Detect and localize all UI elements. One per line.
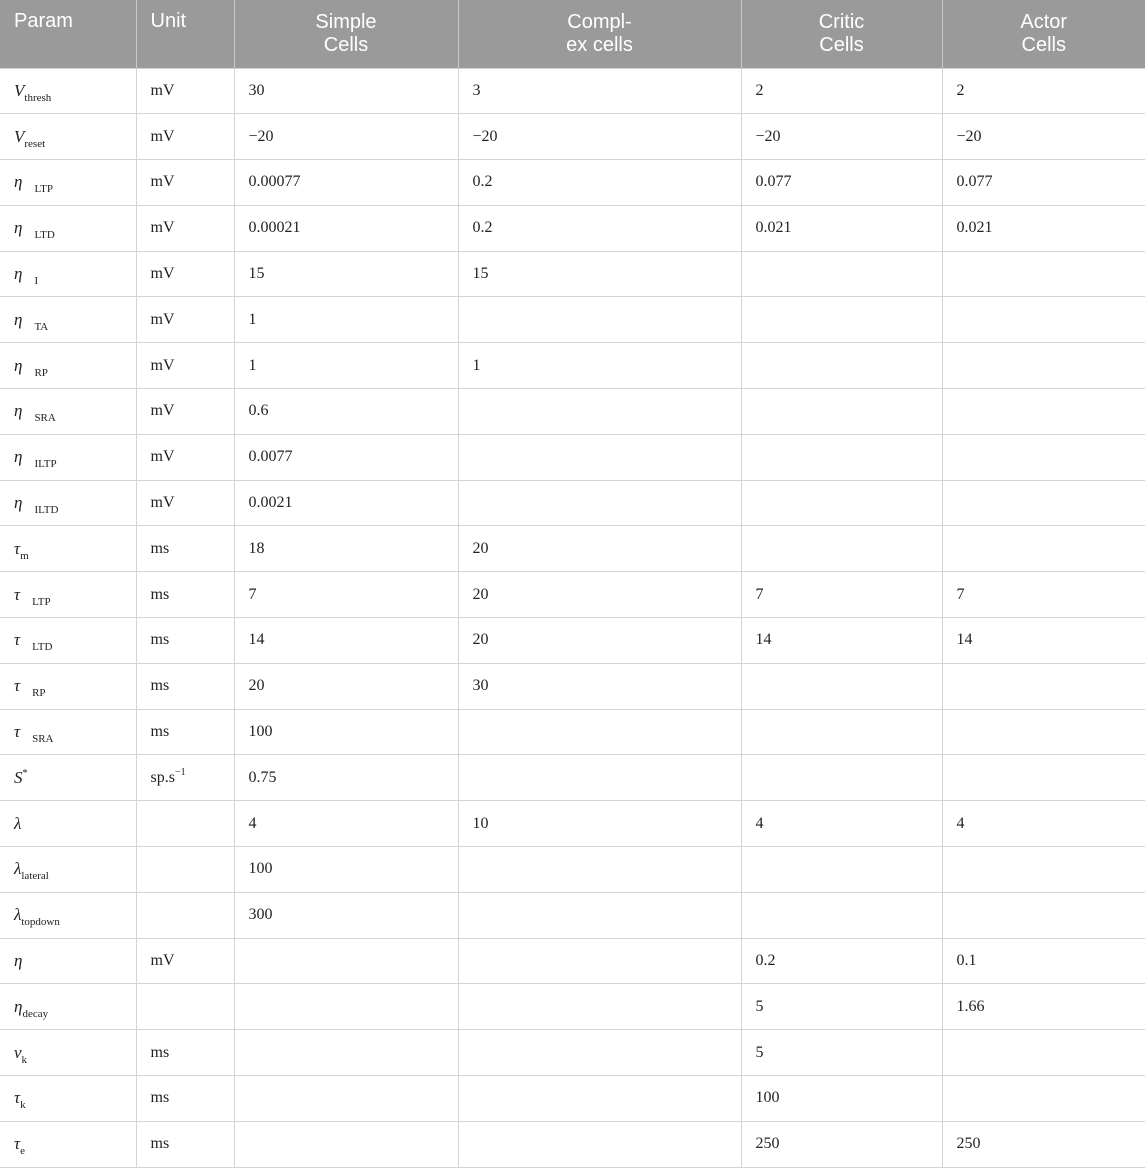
unit-superscript: −1	[174, 766, 186, 778]
table-row	[0, 68, 1145, 114]
simple-cells-value: 300	[234, 892, 458, 938]
critic-cells-value	[741, 297, 942, 343]
unit-cell	[136, 663, 234, 709]
table-row	[0, 251, 1145, 297]
param-cell	[0, 938, 136, 984]
param-cell	[0, 984, 136, 1030]
param-symbol: η	[14, 309, 23, 329]
unit-text: ms	[150, 631, 170, 649]
complex-cells-value: −20	[458, 114, 741, 160]
complex-cells-value	[458, 709, 741, 755]
unit-cell	[136, 618, 234, 664]
complex-cells-value	[458, 755, 741, 801]
complex-cells-value: 20	[458, 526, 741, 572]
unit-cell	[136, 205, 234, 251]
unit-cell	[136, 755, 234, 801]
actor-cells-value	[942, 847, 1145, 893]
unit-cell	[136, 68, 234, 114]
param-subscript: LTP	[34, 183, 53, 196]
unit-cell	[136, 709, 234, 755]
param-subscript: I	[34, 275, 39, 288]
critic-cells-value	[741, 480, 942, 526]
param-symbol: τ	[14, 722, 21, 742]
critic-cells-value: 14	[741, 618, 942, 664]
param-symbol: τ	[14, 584, 21, 604]
unit-text: ms	[150, 539, 170, 557]
simple-cells-value: 20	[234, 663, 458, 709]
critic-cells-value	[741, 251, 942, 297]
actor-cells-value	[942, 709, 1145, 755]
param-cell	[0, 68, 136, 114]
simple-cells-value	[234, 1076, 458, 1122]
simple-cells-value	[234, 1030, 458, 1076]
actor-cells-value	[942, 389, 1145, 435]
simple-cells-value	[234, 1121, 458, 1167]
actor-cells-value: 250	[942, 1121, 1145, 1167]
param-subscript: LTD	[34, 229, 55, 242]
complex-cells-value	[458, 1076, 741, 1122]
complex-cells-value	[458, 389, 741, 435]
unit-text: mV	[150, 448, 175, 466]
param-subscript: decay	[22, 1007, 49, 1020]
critic-cells-value: 100	[741, 1076, 942, 1122]
param-subscript: LTP	[32, 595, 51, 608]
unit-cell	[136, 984, 234, 1030]
table-row	[0, 801, 1145, 847]
param-subscript: m	[20, 549, 29, 562]
table-row	[0, 389, 1145, 435]
table-row	[0, 984, 1145, 1030]
param-subscript: TA	[34, 320, 49, 333]
param-symbol: τ	[14, 676, 21, 696]
param-symbol: η	[14, 355, 23, 375]
param-symbol: η	[14, 218, 23, 238]
simple-cells-value: 0.6	[234, 389, 458, 435]
simple-cells-value: 100	[234, 709, 458, 755]
unit-text: mV	[150, 219, 175, 237]
simple-cells-value: 0.00077	[234, 160, 458, 206]
actor-cells-value: 0.1	[942, 938, 1145, 984]
actor-cells-value	[942, 343, 1145, 389]
actor-cells-value: 2	[942, 68, 1145, 114]
complex-cells-value: 0.2	[458, 205, 741, 251]
unit-cell	[136, 526, 234, 572]
simple-cells-value: 0.0077	[234, 434, 458, 480]
param-cell	[0, 297, 136, 343]
unit-cell	[136, 847, 234, 893]
param-cell	[0, 801, 136, 847]
complex-cells-value: 15	[458, 251, 741, 297]
simple-cells-value: 18	[234, 526, 458, 572]
table-row	[0, 114, 1145, 160]
param-cell	[0, 1076, 136, 1122]
param-symbol: τ	[14, 630, 21, 650]
critic-cells-value	[741, 663, 942, 709]
table-row	[0, 434, 1145, 480]
critic-cells-value	[741, 343, 942, 389]
param-subscript: lateral	[21, 870, 49, 883]
param-subscript: LTD	[32, 641, 53, 654]
simple-cells-value: 4	[234, 801, 458, 847]
param-subscript: SRA	[34, 412, 56, 425]
param-subscript: k	[20, 1099, 26, 1112]
table-row	[0, 205, 1145, 251]
param-cell	[0, 663, 136, 709]
header-unit: Unit	[136, 0, 234, 68]
critic-cells-value: 7	[741, 572, 942, 618]
actor-cells-value	[942, 892, 1145, 938]
param-subscript: thresh	[24, 91, 52, 104]
table-row	[0, 709, 1145, 755]
param-cell	[0, 114, 136, 160]
unit-text: ms	[150, 585, 170, 603]
critic-cells-value: 5	[741, 1030, 942, 1076]
unit-cell	[136, 572, 234, 618]
header-complex-cells: Compl- ex cells	[458, 0, 741, 68]
param-subscript: ILTP	[34, 458, 57, 471]
unit-text: mV	[150, 952, 175, 970]
complex-cells-value	[458, 984, 741, 1030]
unit-text: mV	[150, 173, 175, 191]
unit-text: mV	[150, 265, 175, 283]
unit-text: mV	[150, 402, 175, 420]
complex-cells-value: 1	[458, 343, 741, 389]
complex-cells-value: 10	[458, 801, 741, 847]
simple-cells-value	[234, 938, 458, 984]
simple-cells-value: 14	[234, 618, 458, 664]
param-subscript: topdown	[21, 916, 60, 929]
critic-cells-value: 0.2	[741, 938, 942, 984]
critic-cells-value: −20	[741, 114, 942, 160]
param-cell	[0, 847, 136, 893]
param-cell	[0, 618, 136, 664]
param-symbol: τ	[14, 538, 21, 558]
unit-text: ms	[150, 1043, 170, 1061]
header-row	[0, 0, 1145, 68]
param-cell	[0, 343, 136, 389]
param-cell	[0, 755, 136, 801]
table-row	[0, 618, 1145, 664]
complex-cells-value: 3	[458, 68, 741, 114]
critic-cells-value	[741, 434, 942, 480]
unit-cell	[136, 343, 234, 389]
param-cell	[0, 1030, 136, 1076]
actor-cells-value	[942, 297, 1145, 343]
table-row	[0, 663, 1145, 709]
param-cell	[0, 251, 136, 297]
unit-text: ms	[150, 723, 170, 741]
param-symbol: η	[14, 447, 23, 467]
param-cell	[0, 526, 136, 572]
critic-cells-value: 5	[741, 984, 942, 1030]
param-symbol: η	[14, 172, 23, 192]
simple-cells-value: −20	[234, 114, 458, 160]
param-symbol: η	[14, 401, 23, 421]
table-row	[0, 572, 1145, 618]
actor-cells-value	[942, 251, 1145, 297]
actor-cells-value	[942, 1076, 1145, 1122]
param-cell	[0, 434, 136, 480]
unit-cell	[136, 480, 234, 526]
param-symbol: λ	[14, 905, 22, 925]
actor-cells-value: −20	[942, 114, 1145, 160]
table-row	[0, 1030, 1145, 1076]
unit-text: sp.s	[150, 768, 175, 786]
unit-text: mV	[150, 494, 175, 512]
unit-text: mV	[150, 127, 175, 145]
unit-cell	[136, 114, 234, 160]
complex-cells-value	[458, 480, 741, 526]
simple-cells-value: 0.0021	[234, 480, 458, 526]
table-row	[0, 755, 1145, 801]
complex-cells-value: 0.2	[458, 160, 741, 206]
param-subscript: e	[20, 1145, 25, 1158]
unit-cell	[136, 251, 234, 297]
critic-cells-value	[741, 755, 942, 801]
complex-cells-value: 20	[458, 618, 741, 664]
param-symbol: V	[14, 80, 25, 100]
table-row	[0, 297, 1145, 343]
simple-cells-value: 0.75	[234, 755, 458, 801]
table-row	[0, 847, 1145, 893]
param-symbol: τ	[14, 1134, 21, 1154]
unit-cell	[136, 297, 234, 343]
header-param: Param	[0, 0, 136, 68]
simple-cells-value: 30	[234, 68, 458, 114]
unit-cell	[136, 801, 234, 847]
param-subscript: SRA	[32, 733, 54, 746]
param-symbol: τ	[14, 1088, 21, 1108]
table-row	[0, 1076, 1145, 1122]
actor-cells-value	[942, 663, 1145, 709]
header-actor-cells: Actor Cells	[942, 0, 1145, 68]
param-symbol: η	[14, 951, 23, 971]
param-symbol: V	[14, 126, 25, 146]
critic-cells-value: 4	[741, 801, 942, 847]
actor-cells-value: 4	[942, 801, 1145, 847]
complex-cells-value	[458, 938, 741, 984]
param-cell	[0, 709, 136, 755]
param-cell	[0, 160, 136, 206]
critic-cells-value	[741, 709, 942, 755]
unit-text: mV	[150, 310, 175, 328]
param-symbol: S	[14, 767, 23, 787]
critic-cells-value: 250	[741, 1121, 942, 1167]
complex-cells-value	[458, 892, 741, 938]
simple-cells-value: 0.00021	[234, 205, 458, 251]
param-cell	[0, 1121, 136, 1167]
param-symbol: ν	[14, 1042, 22, 1062]
unit-text: mV	[150, 356, 175, 374]
simple-cells-value: 1	[234, 343, 458, 389]
table-body	[0, 68, 1145, 1167]
complex-cells-value	[458, 847, 741, 893]
simple-cells-value: 100	[234, 847, 458, 893]
complex-cells-value: 20	[458, 572, 741, 618]
param-symbol: η	[14, 996, 23, 1016]
param-subscript: reset	[24, 137, 46, 150]
actor-cells-value: 1.66	[942, 984, 1145, 1030]
param-cell	[0, 892, 136, 938]
unit-text: ms	[150, 1089, 170, 1107]
table-row	[0, 938, 1145, 984]
critic-cells-value	[741, 847, 942, 893]
unit-cell	[136, 1121, 234, 1167]
complex-cells-value: 30	[458, 663, 741, 709]
actor-cells-value	[942, 526, 1145, 572]
unit-cell	[136, 892, 234, 938]
param-subscript: RP	[32, 687, 46, 700]
critic-cells-value	[741, 892, 942, 938]
actor-cells-value: 0.021	[942, 205, 1145, 251]
unit-cell	[136, 160, 234, 206]
simple-cells-value: 1	[234, 297, 458, 343]
param-subscript: k	[21, 1053, 28, 1066]
table-row	[0, 526, 1145, 572]
unit-cell	[136, 434, 234, 480]
table-row	[0, 343, 1145, 389]
unit-cell	[136, 1076, 234, 1122]
simple-cells-value	[234, 984, 458, 1030]
param-cell	[0, 572, 136, 618]
complex-cells-value	[458, 1030, 741, 1076]
simple-cells-value: 15	[234, 251, 458, 297]
critic-cells-value: 0.021	[741, 205, 942, 251]
table-row	[0, 480, 1145, 526]
header-critic-cells: Critic Cells	[741, 0, 942, 68]
unit-cell	[136, 938, 234, 984]
actor-cells-value: 0.077	[942, 160, 1145, 206]
param-symbol: η	[14, 493, 23, 513]
actor-cells-value	[942, 434, 1145, 480]
table-row	[0, 1121, 1145, 1167]
param-superscript: *	[22, 767, 28, 779]
param-subscript: RP	[34, 366, 48, 379]
param-cell	[0, 205, 136, 251]
complex-cells-value	[458, 434, 741, 480]
param-symbol: λ	[14, 859, 22, 879]
complex-cells-value	[458, 1121, 741, 1167]
table-row	[0, 160, 1145, 206]
param-symbol: λ	[14, 813, 22, 833]
param-subscript: ILTD	[34, 504, 59, 517]
actor-cells-value: 14	[942, 618, 1145, 664]
critic-cells-value: 0.077	[741, 160, 942, 206]
unit-text: mV	[150, 81, 175, 99]
simple-cells-value: 7	[234, 572, 458, 618]
param-symbol: η	[14, 264, 23, 284]
param-cell	[0, 480, 136, 526]
actor-cells-value	[942, 1030, 1145, 1076]
param-cell	[0, 389, 136, 435]
table-row	[0, 892, 1145, 938]
actor-cells-value	[942, 480, 1145, 526]
critic-cells-value: 2	[741, 68, 942, 114]
actor-cells-value	[942, 755, 1145, 801]
complex-cells-value	[458, 297, 741, 343]
unit-cell	[136, 1030, 234, 1076]
critic-cells-value	[741, 389, 942, 435]
header-simple-cells: Simple Cells	[234, 0, 458, 68]
unit-cell	[136, 389, 234, 435]
actor-cells-value: 7	[942, 572, 1145, 618]
unit-text: ms	[150, 677, 170, 695]
critic-cells-value	[741, 526, 942, 572]
unit-text: ms	[150, 1135, 170, 1153]
